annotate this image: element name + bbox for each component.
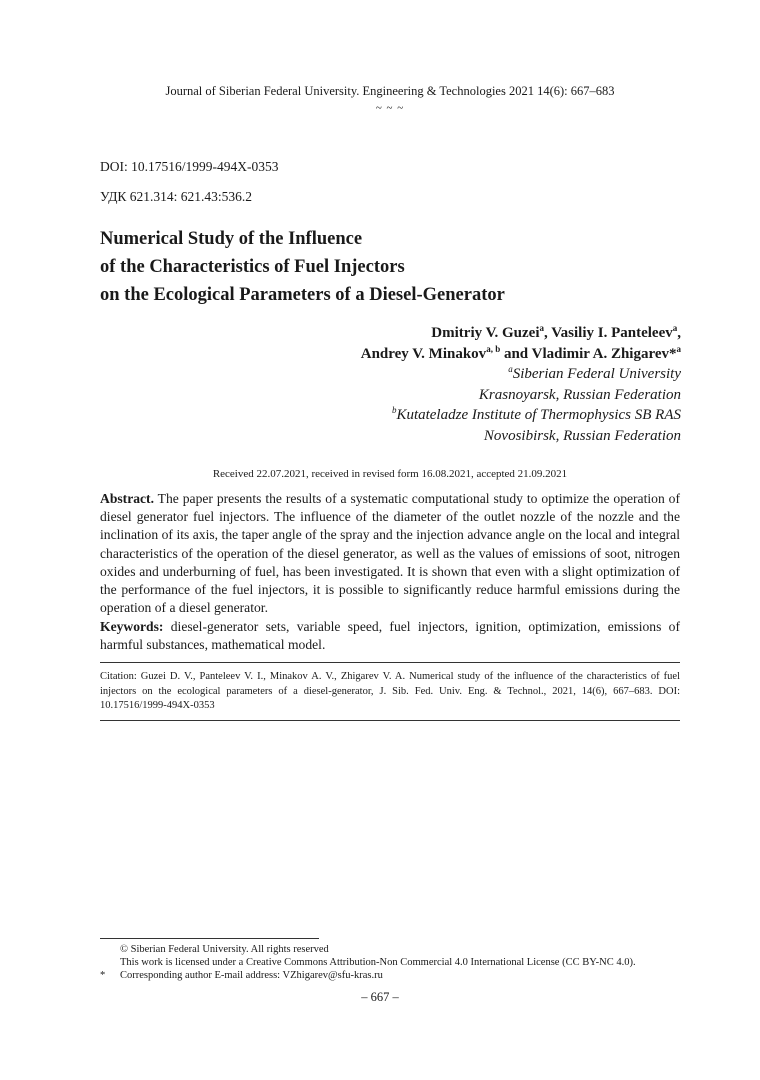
author-name: Vasiliy I. Panteleev: [551, 325, 673, 341]
abstract-text: The paper presents the results of a systematic computational study to optimize the operation of diesel generator fuel injectors. The influence of the diameter of the outlet nozzle of the nozzle and the inclination of its axis, the taper angle of the spray and the injection advance angle on the local and integral characteristics of the operation of the diesel generator, as well as the values of emissions of soot, nitrogen oxides and underburning of fuel, has been investigated. It is shown that even with a slight optimization of the performance of the fuel injectors, it is possible to significantly reduce harmful emissions during the operation of a diesel generator.: [100, 491, 680, 616]
title-line: on the Ecological Parameters of a Diesel-Generator: [100, 285, 505, 305]
title-line: of the Characteristics of Fuel Injectors: [100, 257, 405, 277]
footnote-corresponding: [100, 969, 700, 982]
affiliation-location: Novosibirsk, Russian Federation: [483, 427, 681, 444]
footnote-star: *: [100, 970, 106, 981]
footnote-copyright: [100, 943, 700, 956]
author-sup: a: [672, 323, 678, 333]
author-block: [361, 323, 681, 446]
author-name: Vladimir A. Zhigarev*: [531, 345, 677, 362]
abstract: [100, 490, 680, 617]
title-line: Numerical Study of the Influence: [100, 229, 363, 249]
author-sup: a: [539, 323, 544, 333]
keywords: [100, 618, 680, 654]
journal-header: Journal of Siberian Federal University. Engineering & Technologies 2021 14(6): 667–683: [165, 84, 615, 98]
author-separator: and: [500, 345, 532, 362]
affiliation-text: Siberian Federal University: [512, 366, 681, 382]
keywords-label: Keywords:: [100, 619, 164, 634]
header-ornament: ~ ~ ~: [375, 102, 405, 114]
doi: DOI: 10.17516/1999-494X-0353: [100, 159, 279, 174]
author-sup: a: [676, 343, 681, 354]
authors-line-1: [361, 323, 681, 344]
author-separator: ,: [677, 325, 681, 341]
citation-bottom-rule: [100, 720, 680, 721]
affiliation-name: [361, 364, 681, 385]
footnote-text: This work is licensed under a Creative Commons Attribution-Non Commercial 4.0 International License (CC BY-NC 4.0).: [120, 957, 636, 968]
author-name: Dmitriy V. Guzei: [431, 325, 540, 341]
footnote-text: Corresponding author E-mail address: VZhigarev@sfu-kras.ru: [120, 970, 383, 981]
udk: УДК 621.314: 621.43:536.2: [100, 189, 253, 204]
footnote-license: [100, 956, 700, 969]
affiliation-name: [361, 405, 681, 426]
affiliation-sup: a: [508, 364, 513, 374]
page-number: – 667 –: [361, 990, 399, 1004]
affiliation-text: Kutateladze Institute of Thermophysics SB RAS: [396, 407, 681, 423]
citation-top-rule: [100, 662, 680, 663]
citation: Citation: Guzei D. V., Panteleev V. I., Minakov A. V., Zhigarev V. A. Numerical study of the influence of the characteristics of fuel injectors on the ecological parameters of a diesel-generator, J. Sib. Fed. Univ. Eng. & Technol., 2021, 14(6), 667–683. DOI: 10.17516/1999-494X-0353: [100, 671, 680, 712]
footnote-text: © Siberian Federal University. All rights reserved: [120, 944, 329, 955]
authors-line-2: [361, 344, 681, 365]
author-sup: a, b: [486, 343, 501, 354]
received-dates: Received 22.07.2021, received in revised form 16.08.2021, accepted 21.09.2021: [212, 468, 568, 480]
affiliation-sup: b: [391, 405, 397, 415]
affiliation-location: Krasnoyarsk, Russian Federation: [478, 386, 681, 403]
author-separator: ,: [543, 325, 552, 341]
paper-title: [100, 225, 505, 309]
abstract-label: Abstract.: [100, 491, 154, 506]
author-name: Andrey V. Minakov: [360, 345, 487, 362]
footnote-rule: [100, 938, 319, 939]
keywords-text: diesel-generator sets, variable speed, fuel injectors, ignition, optimization, emissions of harmful substances, mathematical model.: [100, 619, 680, 653]
